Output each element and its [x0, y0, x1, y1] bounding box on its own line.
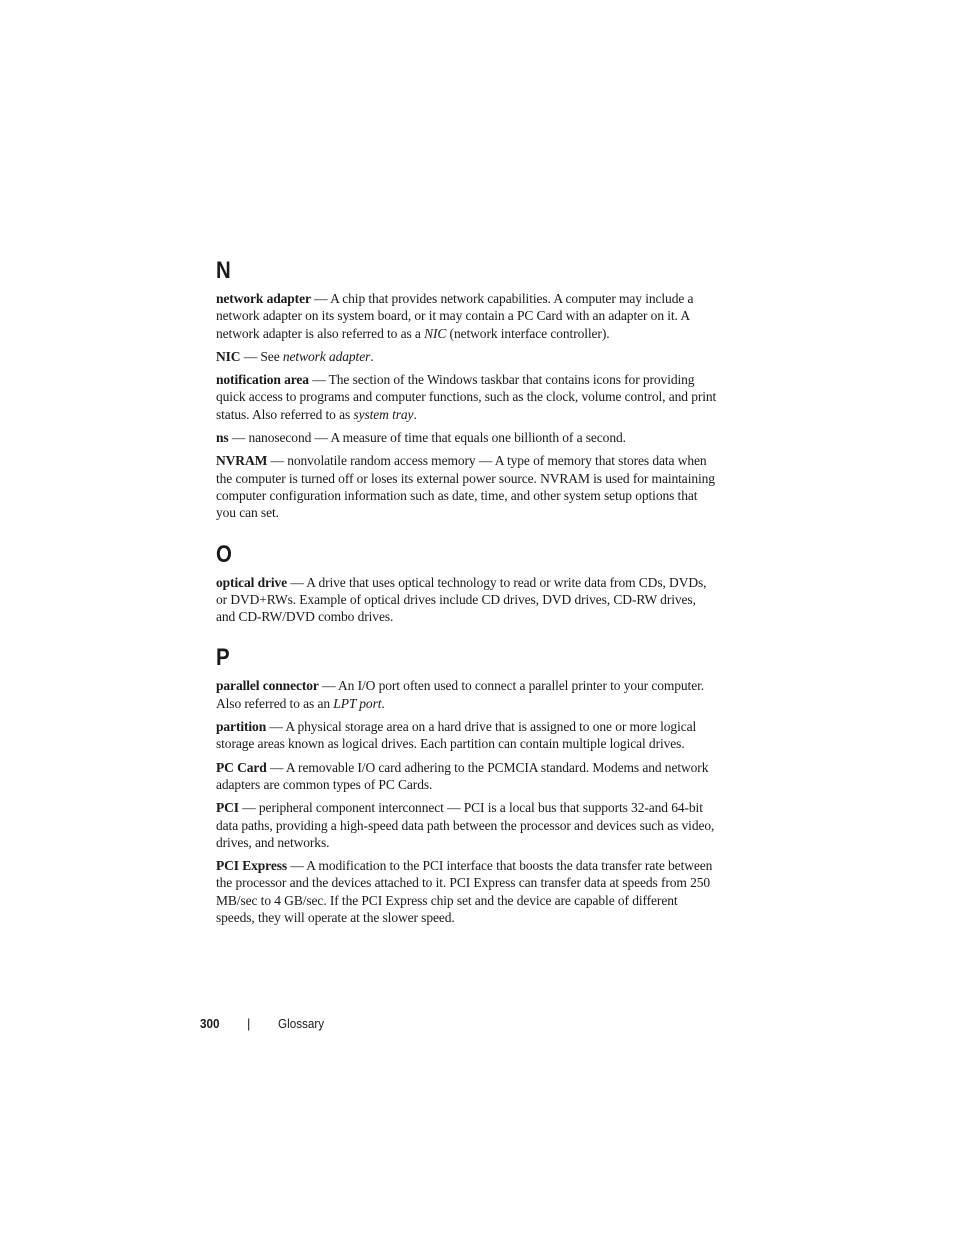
glossary-entry-pci	[216, 799, 718, 851]
entry-text: — A physical storage area on a hard drive that is assigned to one or more logical storage areas known as logical drives. Each partition can contain multiple logical drives.	[216, 719, 697, 752]
chapter-title: Glossary	[278, 1016, 325, 1031]
entry-term: ns	[216, 430, 229, 446]
glossary-entry-optical-drive	[216, 574, 718, 626]
glossary-entry-network-adapter	[216, 290, 718, 342]
glossary-entry-nic	[216, 348, 718, 365]
glossary-entry-parallel-connector	[216, 677, 718, 712]
entry-text-italic: NIC	[424, 325, 447, 341]
entry-text: — The section of the Windows taskbar that contains icons for providing quick access to programs and computer functions, such as the clock, volume control, and print status. Also referred to as	[216, 372, 717, 422]
entry-text: — A modification to the PCI interface that boosts the data transfer rate between the processor and the devices attached to it. PCI Express can transfer data at speeds from 250 MB/sec to 4 GB/sec. If the PCI Express chip set and the device are capable of different speeds, they will operate at the slower speed.	[216, 858, 713, 926]
entry-text: .	[381, 695, 385, 711]
entry-term: network adapter	[216, 291, 311, 306]
entry-term: partition	[216, 719, 267, 735]
entry-text: — A drive that uses optical technology to read or write data from CDs, DVDs, or DVD+RWs. Example of optical drives include CD drives, DVD drives, CD-RW drives, and CD-RW/DVD combo drives.	[216, 574, 707, 625]
glossary-entry-nvram	[216, 452, 718, 521]
entry-text: .	[370, 348, 374, 364]
entry-text: — peripheral component interconnect — PCI is a local bus that supports 32-and 64-bit data paths, providing a high-speed data path between the processor and devices such as video, drives, and networks.	[216, 800, 715, 850]
entry-text: — A chip that provides network capabilities. A computer may include a network adapter on its system board, or it may contain a PC Card with an adapter on it. A network adapter is also referred to as a	[216, 291, 694, 341]
section-letter: O	[216, 540, 232, 568]
section-p	[216, 643, 718, 926]
page-number: 300	[200, 1016, 220, 1031]
entry-term: notification area	[216, 372, 309, 388]
entry-text-italic: LPT port	[333, 695, 382, 711]
entry-term: PCI	[216, 800, 239, 816]
entry-text: (network interface controller).	[446, 325, 610, 341]
entry-term: NVRAM	[216, 453, 268, 469]
entry-term: optical drive	[216, 574, 288, 590]
entry-text: — See	[240, 348, 283, 364]
section-letter: P	[216, 644, 230, 672]
entry-text-italic: network adapter	[282, 348, 371, 364]
entry-term: parallel connector	[216, 678, 319, 694]
glossary-entry-pci-express	[216, 857, 718, 926]
section-letter: N	[216, 257, 231, 284]
entry-text-italic: system tray	[353, 406, 414, 422]
footer-separator: |	[247, 1016, 251, 1031]
entry-text: — An I/O port often used to connect a parallel printer to your computer. Also referred to as an	[216, 678, 705, 711]
glossary-entry-notification-area	[216, 371, 718, 423]
entry-term: PCI Express	[216, 858, 288, 874]
entry-text: .	[413, 406, 417, 422]
entry-term: PC Card	[216, 759, 267, 775]
section-n	[216, 256, 718, 522]
glossary-content	[216, 256, 718, 944]
entry-text: — nanosecond — A measure of time that equals one billionth of a second.	[228, 430, 626, 446]
entry-text: — A removable I/O card adhering to the PCMCIA standard. Modems and network adapters are common types of PC Cards.	[216, 759, 709, 792]
glossary-entry-pc-card	[216, 759, 718, 794]
entry-term: NIC	[216, 348, 241, 364]
section-o	[216, 540, 718, 626]
entry-text: — nonvolatile random access memory — A type of memory that stores data when the computer is turned off or loses its external power source. NVRAM is used for maintaining computer configuration information such as date, time, and other system setup options that you can set.	[216, 453, 715, 521]
glossary-entry-ns	[216, 429, 718, 446]
glossary-entry-partition	[216, 718, 718, 753]
